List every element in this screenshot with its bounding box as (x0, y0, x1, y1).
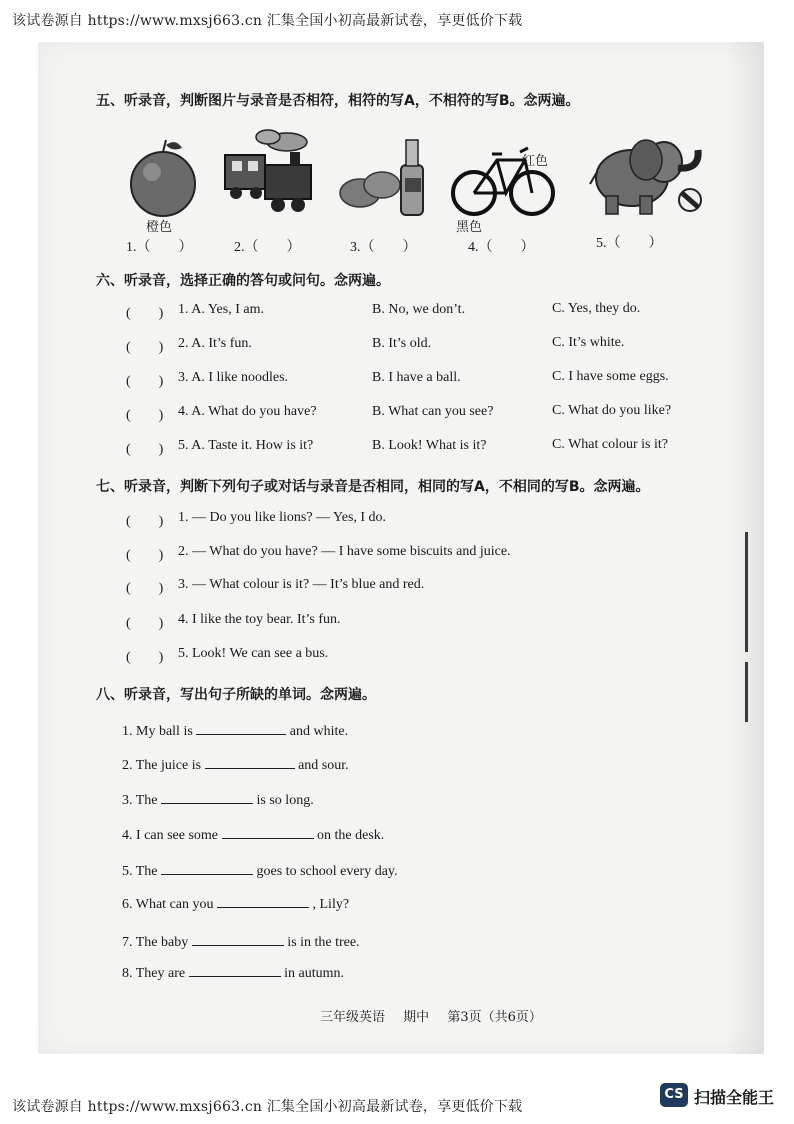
camscanner-label: 扫描全能王 (694, 1088, 775, 1107)
option-b: B. It’s old. (372, 336, 432, 351)
section-5-pictures (0, 0, 794, 260)
answer-blank[interactable]: ( ) (126, 548, 164, 563)
answer-blank[interactable]: ( ) (126, 374, 164, 389)
eggs-juice-icon (340, 140, 423, 215)
option-c: C. What do you like? (552, 403, 672, 418)
sentence-start: 1. My ball is (122, 724, 193, 739)
option-b: B. What can you see? (372, 404, 494, 419)
picture-2-answer[interactable]: 2.（ ） (234, 240, 301, 255)
term-label: 期中 (403, 1010, 430, 1025)
option-a: 1. A. Yes, I am. (178, 302, 264, 317)
fill-sentence-3 (122, 789, 314, 809)
answer-line[interactable] (222, 824, 314, 839)
sentence-start: 5. The (122, 864, 158, 879)
train-icon (225, 130, 311, 212)
sentence-start: 7. The baby (122, 935, 189, 950)
answer-line[interactable] (189, 962, 281, 977)
option-c: C. Yes, they do. (552, 301, 641, 316)
sentence-start: 2. The juice is (122, 758, 202, 773)
page-label: 第3页（共6页） (447, 1010, 542, 1025)
fill-sentence-4 (122, 824, 384, 844)
section-8-title: 八、听录音，写出句子所缺的单词。念两遍。 (96, 687, 376, 703)
orange-icon (131, 140, 195, 216)
sentence-end: , Lily? (312, 897, 350, 912)
sentence-item: 1. — Do you like lions? — Yes, I do. (178, 510, 387, 525)
option-c: C. I have some eggs. (552, 369, 669, 384)
option-c: C. What colour is it? (552, 437, 668, 452)
sentence-start: 6. What can you (122, 897, 214, 912)
sentence-end: in autumn. (284, 966, 344, 981)
answer-blank[interactable]: ( ) (126, 581, 164, 596)
fill-sentence-2 (122, 754, 349, 774)
section-7-title: 七、听录音，判断下列句子或对话与录音是否相同，相同的写A，不相同的写B。念两遍。 (96, 479, 650, 495)
answer-line[interactable] (192, 931, 284, 946)
picture-1-answer[interactable]: 1.（ ） (126, 240, 193, 255)
picture-3-answer[interactable]: 3.（ ） (350, 240, 417, 255)
fill-sentence-7 (122, 931, 360, 951)
answer-line[interactable] (205, 754, 295, 769)
picture-4-caption-2: 红色 (522, 154, 549, 169)
sentence-start: 3. The (122, 793, 158, 808)
answer-line[interactable] (217, 893, 309, 908)
option-a: 3. A. I like noodles. (178, 370, 289, 385)
section-6-title: 六、听录音，选择正确的答句或问句。念两遍。 (96, 273, 390, 289)
sentence-end: is in the tree. (287, 935, 360, 950)
picture-4-caption: 黑色 (456, 220, 483, 235)
scan-mark (745, 662, 748, 722)
answer-blank[interactable]: ( ) (126, 340, 164, 355)
fill-sentence-8 (122, 962, 344, 982)
sentence-end: on the desk. (317, 828, 385, 843)
sentence-item: 4. I like the toy bear. It’s fun. (178, 612, 341, 627)
sentence-item: 3. — What colour is it? — It’s blue and red. (178, 577, 425, 592)
sentence-start: 8. They are (122, 966, 186, 981)
answer-blank[interactable]: ( ) (126, 616, 164, 631)
sentence-end: and sour. (298, 758, 349, 773)
option-a: 5. A. Taste it. How is it? (178, 438, 314, 453)
picture-5-answer[interactable]: 5.（ ） (596, 236, 663, 251)
page-number (320, 1006, 556, 1025)
answer-blank[interactable]: ( ) (126, 650, 164, 665)
answer-blank[interactable]: ( ) (126, 442, 164, 457)
sentence-end: and white. (289, 724, 349, 739)
watermark-footer: 该试卷源自 https://www.mxsj663.cn 汇集全国小初高最新试卷，享更低价下载 (12, 1099, 523, 1115)
answer-blank[interactable]: ( ) (126, 408, 164, 423)
option-a: 2. A. It’s fun. (178, 336, 252, 351)
option-c: C. It’s white. (552, 335, 625, 350)
picture-4-answer[interactable]: 4.（ ） (468, 240, 535, 255)
sentence-end: goes to school every day. (256, 864, 398, 879)
answer-blank[interactable]: ( ) (126, 514, 164, 529)
answer-line[interactable] (161, 860, 253, 875)
sentence-item: 2. — What do you have? — I have some biscuits and juice. (178, 544, 511, 559)
answer-line[interactable] (161, 789, 253, 804)
picture-1-caption: 橙色 (146, 220, 173, 235)
answer-blank[interactable]: ( ) (126, 306, 164, 321)
option-b: B. No, we don’t. (372, 302, 466, 317)
section-5-title: 五、听录音，判断图片与录音是否相符，相符的写A，不相符的写B。念两遍。 (96, 93, 580, 109)
watermark-header: 该试卷源自 https://www.mxsj663.cn 汇集全国小初高最新试卷，享更低价下载 (12, 13, 523, 29)
sentence-item: 5. Look! We can see a bus. (178, 646, 329, 661)
sentence-start: 4. I can see some (122, 828, 219, 843)
fill-sentence-1 (122, 720, 348, 740)
scan-mark (745, 532, 748, 652)
option-a: 4. A. What do you have? (178, 404, 317, 419)
fill-sentence-6 (122, 893, 349, 913)
option-b: B. Look! What is it? (372, 438, 487, 453)
subject-label: 三年级英语 (320, 1010, 386, 1025)
fill-sentence-5 (122, 860, 398, 880)
option-b: B. I have a ball. (372, 370, 461, 385)
camscanner-logo-icon: CS (660, 1083, 688, 1107)
answer-line[interactable] (196, 720, 286, 735)
elephant-icon (590, 140, 701, 214)
sentence-end: is so long. (256, 793, 314, 808)
